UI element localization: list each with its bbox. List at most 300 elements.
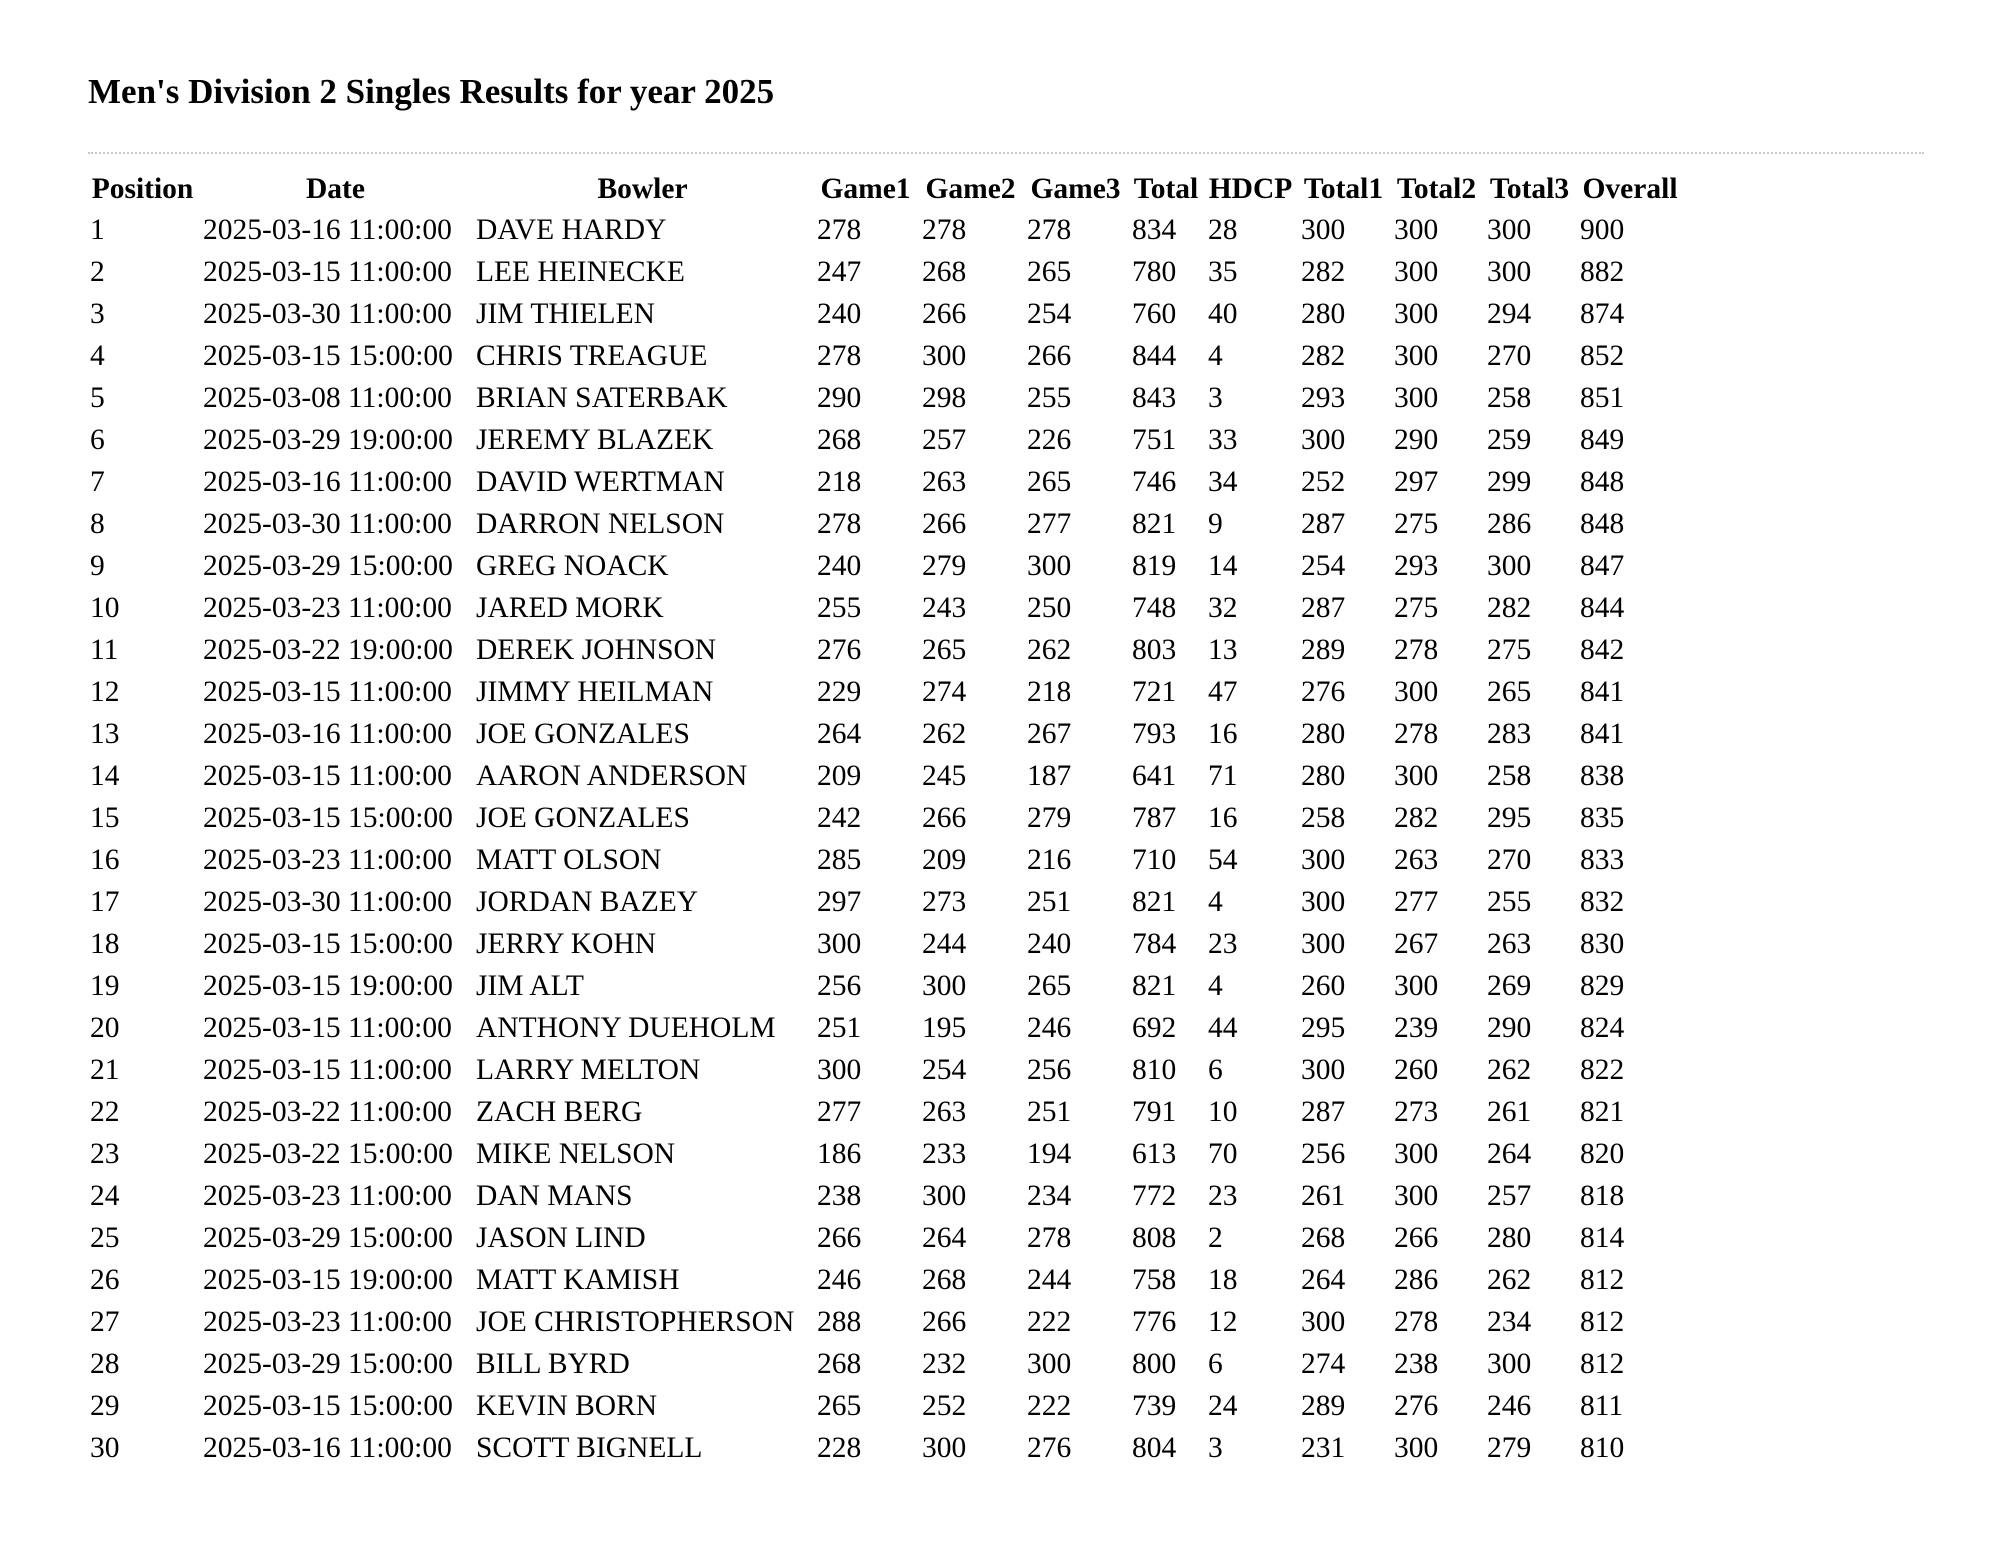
cell-bowler: JIM THIELEN [476, 297, 655, 330]
results-table-body [88, 209, 1682, 1469]
cell-game3: 278 [1027, 213, 1072, 246]
cell-total: 803 [1132, 633, 1177, 666]
column-header-bowler: Bowler [597, 173, 688, 205]
cell-total: 843 [1132, 381, 1177, 414]
cell-total1: 300 [1301, 1053, 1346, 1086]
cell-total1: 289 [1301, 633, 1346, 666]
cell-total2: 277 [1394, 885, 1439, 918]
cell-total: 613 [1132, 1137, 1177, 1170]
cell-date: 2025-03-16 11:00:00 [203, 213, 452, 246]
cell-game3: 226 [1027, 423, 1072, 456]
table-row [88, 1007, 1682, 1049]
cell-game2: 209 [922, 843, 967, 876]
table-row [88, 503, 1682, 545]
cell-total3: 262 [1487, 1053, 1532, 1086]
table-row [88, 839, 1682, 881]
cell-position: 10 [90, 591, 120, 624]
table-row [88, 629, 1682, 671]
column-header-total2: Total2 [1396, 173, 1477, 205]
cell-hdcp: 71 [1208, 759, 1238, 792]
cell-position: 26 [90, 1263, 120, 1296]
cell-total2: 238 [1394, 1347, 1439, 1380]
cell-total2: 278 [1394, 717, 1439, 750]
cell-total: 776 [1132, 1305, 1177, 1338]
cell-hdcp: 9 [1208, 507, 1223, 540]
title-divider [88, 152, 1924, 154]
cell-hdcp: 6 [1208, 1053, 1223, 1086]
cell-total2: 267 [1394, 927, 1439, 960]
cell-total3: 295 [1487, 801, 1532, 834]
cell-total2: 293 [1394, 549, 1439, 582]
cell-hdcp: 47 [1208, 675, 1238, 708]
cell-total2: 300 [1394, 339, 1439, 372]
table-row [88, 1133, 1682, 1175]
cell-hdcp: 4 [1208, 339, 1223, 372]
cell-position: 20 [90, 1011, 120, 1044]
cell-overall: 811 [1580, 1389, 1624, 1422]
cell-game1: 209 [817, 759, 862, 792]
cell-position: 16 [90, 843, 120, 876]
cell-overall: 841 [1580, 717, 1625, 750]
cell-date: 2025-03-15 11:00:00 [203, 675, 452, 708]
table-row [88, 209, 1682, 251]
table-row [88, 293, 1682, 335]
cell-bowler: MIKE NELSON [476, 1137, 676, 1170]
cell-game2: 244 [922, 927, 967, 960]
cell-total2: 300 [1394, 213, 1439, 246]
cell-game1: 288 [817, 1305, 862, 1338]
cell-total: 772 [1132, 1179, 1177, 1212]
cell-game3: 187 [1027, 759, 1072, 792]
cell-game2: 273 [922, 885, 967, 918]
cell-overall: 844 [1580, 591, 1625, 624]
cell-total2: 300 [1394, 1179, 1439, 1212]
cell-total1: 280 [1301, 717, 1346, 750]
cell-position: 13 [90, 717, 120, 750]
cell-bowler: AARON ANDERSON [476, 759, 748, 792]
cell-total2: 300 [1394, 381, 1439, 414]
cell-game2: 263 [922, 465, 967, 498]
cell-total3: 283 [1487, 717, 1532, 750]
cell-total1: 276 [1301, 675, 1346, 708]
cell-hdcp: 35 [1208, 255, 1238, 288]
cell-total: 793 [1132, 717, 1177, 750]
cell-date: 2025-03-23 11:00:00 [203, 843, 452, 876]
table-row [88, 755, 1682, 797]
cell-total3: 270 [1487, 339, 1532, 372]
cell-bowler: JASON LIND [476, 1221, 646, 1254]
cell-total3: 257 [1487, 1179, 1532, 1212]
cell-game3: 276 [1027, 1431, 1072, 1464]
cell-position: 27 [90, 1305, 120, 1338]
cell-bowler: KEVIN BORN [476, 1389, 658, 1422]
cell-game1: 255 [817, 591, 862, 624]
cell-game2: 232 [922, 1347, 967, 1380]
cell-position: 19 [90, 969, 120, 1002]
table-row [88, 797, 1682, 839]
cell-game1: 278 [817, 507, 862, 540]
cell-game1: 290 [817, 381, 862, 414]
cell-game3: 265 [1027, 255, 1072, 288]
cell-game2: 195 [922, 1011, 967, 1044]
cell-total1: 282 [1301, 339, 1346, 372]
cell-date: 2025-03-15 19:00:00 [203, 1263, 453, 1296]
cell-total: 710 [1132, 843, 1177, 876]
cell-position: 6 [90, 423, 105, 456]
cell-total3: 299 [1487, 465, 1532, 498]
cell-position: 3 [90, 297, 105, 330]
cell-total: 692 [1132, 1011, 1177, 1044]
cell-hdcp: 16 [1208, 717, 1238, 750]
cell-total1: 300 [1301, 885, 1346, 918]
cell-bowler: MATT OLSON [476, 843, 662, 876]
table-row [88, 1091, 1682, 1133]
cell-game2: 252 [922, 1389, 967, 1422]
cell-hdcp: 70 [1208, 1137, 1238, 1170]
cell-total2: 278 [1394, 1305, 1439, 1338]
cell-bowler: JIMMY HEILMAN [476, 675, 714, 708]
cell-position: 5 [90, 381, 105, 414]
cell-total2: 300 [1394, 969, 1439, 1002]
cell-hdcp: 24 [1208, 1389, 1238, 1422]
cell-date: 2025-03-23 11:00:00 [203, 1305, 452, 1338]
cell-total1: 260 [1301, 969, 1346, 1002]
page-title: Men's Division 2 Singles Results for year 2025 [88, 72, 775, 111]
cell-overall: 824 [1580, 1011, 1625, 1044]
cell-game3: 300 [1027, 549, 1072, 582]
column-header-overall: Overall [1582, 173, 1678, 205]
table-row [88, 335, 1682, 377]
cell-game2: 300 [922, 339, 967, 372]
cell-total2: 300 [1394, 759, 1439, 792]
cell-total3: 262 [1487, 1263, 1532, 1296]
cell-game3: 240 [1027, 927, 1072, 960]
cell-game2: 243 [922, 591, 967, 624]
column-header-total1: Total1 [1303, 173, 1384, 205]
cell-total3: 294 [1487, 297, 1532, 330]
cell-bowler: JOE CHRISTOPHERSON [476, 1305, 795, 1338]
cell-game1: 240 [817, 297, 862, 330]
cell-bowler: DEREK JOHNSON [476, 633, 717, 666]
cell-total3: 259 [1487, 423, 1532, 456]
cell-hdcp: 23 [1208, 1179, 1238, 1212]
cell-game1: 229 [817, 675, 862, 708]
cell-total2: 300 [1394, 675, 1439, 708]
cell-game3: 218 [1027, 675, 1072, 708]
column-header-game3: Game3 [1030, 173, 1121, 205]
cell-game1: 266 [817, 1221, 862, 1254]
cell-total: 748 [1132, 591, 1177, 624]
cell-position: 24 [90, 1179, 120, 1212]
cell-total: 721 [1132, 675, 1177, 708]
cell-total2: 239 [1394, 1011, 1439, 1044]
cell-overall: 849 [1580, 423, 1625, 456]
cell-overall: 832 [1580, 885, 1625, 918]
cell-date: 2025-03-23 11:00:00 [203, 591, 452, 624]
cell-hdcp: 44 [1208, 1011, 1238, 1044]
cell-game2: 266 [922, 1305, 967, 1338]
cell-bowler: JARED MORK [476, 591, 664, 624]
cell-total: 844 [1132, 339, 1177, 372]
cell-game2: 279 [922, 549, 967, 582]
cell-total: 641 [1132, 759, 1177, 792]
cell-game3: 244 [1027, 1263, 1072, 1296]
cell-total1: 268 [1301, 1221, 1346, 1254]
cell-game2: 300 [922, 1431, 967, 1464]
cell-bowler: JORDAN BAZEY [476, 885, 699, 918]
cell-game3: 251 [1027, 885, 1072, 918]
cell-game3: 300 [1027, 1347, 1072, 1380]
cell-total2: 260 [1394, 1053, 1439, 1086]
cell-game2: 266 [922, 801, 967, 834]
cell-total3: 261 [1487, 1095, 1532, 1128]
cell-game2: 233 [922, 1137, 967, 1170]
cell-game1: 285 [817, 843, 862, 876]
cell-overall: 830 [1580, 927, 1625, 960]
cell-total: 834 [1132, 213, 1177, 246]
cell-total2: 297 [1394, 465, 1439, 498]
cell-bowler: GREG NOACK [476, 549, 669, 582]
cell-hdcp: 32 [1208, 591, 1238, 624]
cell-position: 15 [90, 801, 120, 834]
cell-game3: 279 [1027, 801, 1072, 834]
cell-overall: 842 [1580, 633, 1625, 666]
cell-total2: 300 [1394, 297, 1439, 330]
cell-game1: 247 [817, 255, 862, 288]
cell-total2: 276 [1394, 1389, 1439, 1422]
cell-hdcp: 28 [1208, 213, 1238, 246]
table-row [88, 713, 1682, 755]
cell-date: 2025-03-29 15:00:00 [203, 1221, 453, 1254]
table-row [88, 1343, 1682, 1385]
cell-date: 2025-03-15 15:00:00 [203, 801, 453, 834]
cell-game3: 194 [1027, 1137, 1072, 1170]
cell-game1: 277 [817, 1095, 862, 1128]
cell-hdcp: 14 [1208, 549, 1238, 582]
results-table [84, 170, 1686, 1469]
cell-position: 23 [90, 1137, 120, 1170]
cell-total1: 293 [1301, 381, 1346, 414]
cell-overall: 810 [1580, 1431, 1625, 1464]
cell-total3: 269 [1487, 969, 1532, 1002]
cell-total: 758 [1132, 1263, 1177, 1296]
cell-position: 14 [90, 759, 120, 792]
cell-bowler: DAVE HARDY [476, 213, 667, 246]
table-row [88, 545, 1682, 587]
cell-game1: 186 [817, 1137, 862, 1170]
cell-hdcp: 3 [1208, 381, 1223, 414]
cell-total: 821 [1132, 885, 1177, 918]
cell-game2: 265 [922, 633, 967, 666]
cell-total: 746 [1132, 465, 1177, 498]
cell-position: 21 [90, 1053, 120, 1086]
cell-game2: 264 [922, 1221, 967, 1254]
cell-game3: 222 [1027, 1389, 1072, 1422]
table-row [88, 1049, 1682, 1091]
column-header-total3: Total3 [1489, 173, 1570, 205]
cell-total1: 287 [1301, 1095, 1346, 1128]
cell-hdcp: 54 [1208, 843, 1238, 876]
cell-total: 808 [1132, 1221, 1177, 1254]
cell-total3: 300 [1487, 213, 1532, 246]
cell-total1: 295 [1301, 1011, 1346, 1044]
cell-hdcp: 6 [1208, 1347, 1223, 1380]
cell-position: 22 [90, 1095, 120, 1128]
cell-hdcp: 2 [1208, 1221, 1223, 1254]
cell-game2: 278 [922, 213, 967, 246]
table-row [88, 1427, 1682, 1469]
cell-total1: 254 [1301, 549, 1346, 582]
cell-overall: 841 [1580, 675, 1625, 708]
cell-date: 2025-03-29 15:00:00 [203, 1347, 453, 1380]
table-row [88, 1217, 1682, 1259]
cell-position: 30 [90, 1431, 120, 1464]
column-header-game1: Game1 [820, 173, 911, 205]
cell-position: 11 [90, 633, 119, 666]
cell-bowler: LEE HEINECKE [476, 255, 685, 288]
cell-game1: 256 [817, 969, 862, 1002]
cell-date: 2025-03-29 15:00:00 [203, 549, 453, 582]
cell-position: 29 [90, 1389, 120, 1422]
cell-total1: 264 [1301, 1263, 1346, 1296]
cell-game2: 300 [922, 969, 967, 1002]
cell-total2: 273 [1394, 1095, 1439, 1128]
cell-total1: 256 [1301, 1137, 1346, 1170]
cell-total1: 300 [1301, 213, 1346, 246]
cell-position: 1 [90, 213, 105, 246]
cell-game3: 265 [1027, 465, 1072, 498]
cell-total: 739 [1132, 1389, 1177, 1422]
cell-total1: 258 [1301, 801, 1346, 834]
cell-date: 2025-03-15 11:00:00 [203, 1053, 452, 1086]
cell-hdcp: 10 [1208, 1095, 1238, 1128]
cell-total3: 263 [1487, 927, 1532, 960]
cell-game2: 266 [922, 507, 967, 540]
cell-bowler: DAN MANS [476, 1179, 633, 1212]
cell-game3: 251 [1027, 1095, 1072, 1128]
cell-game2: 254 [922, 1053, 967, 1086]
cell-total1: 280 [1301, 297, 1346, 330]
cell-hdcp: 13 [1208, 633, 1238, 666]
cell-game1: 238 [817, 1179, 862, 1212]
cell-overall: 820 [1580, 1137, 1625, 1170]
cell-overall: 812 [1580, 1305, 1625, 1338]
cell-date: 2025-03-15 11:00:00 [203, 1011, 452, 1044]
cell-overall: 822 [1580, 1053, 1625, 1086]
cell-total3: 264 [1487, 1137, 1532, 1170]
cell-total3: 258 [1487, 759, 1532, 792]
cell-total: 751 [1132, 423, 1177, 456]
cell-game2: 268 [922, 255, 967, 288]
cell-position: 4 [90, 339, 105, 372]
cell-total3: 280 [1487, 1221, 1532, 1254]
cell-total3: 290 [1487, 1011, 1532, 1044]
cell-overall: 818 [1580, 1179, 1625, 1212]
cell-position: 7 [90, 465, 105, 498]
cell-total3: 265 [1487, 675, 1532, 708]
cell-date: 2025-03-16 11:00:00 [203, 465, 452, 498]
table-row [88, 881, 1682, 923]
cell-total3: 234 [1487, 1305, 1532, 1338]
cell-total1: 300 [1301, 927, 1346, 960]
cell-game1: 264 [817, 717, 862, 750]
cell-total: 760 [1132, 297, 1177, 330]
cell-game1: 218 [817, 465, 862, 498]
cell-date: 2025-03-23 11:00:00 [203, 1179, 452, 1212]
cell-date: 2025-03-22 15:00:00 [203, 1137, 453, 1170]
cell-total: 821 [1132, 969, 1177, 1002]
cell-total: 804 [1132, 1431, 1177, 1464]
cell-bowler: JERRY KOHN [476, 927, 657, 960]
cell-position: 25 [90, 1221, 120, 1254]
cell-total1: 289 [1301, 1389, 1346, 1422]
table-row [88, 461, 1682, 503]
cell-total: 819 [1132, 549, 1177, 582]
cell-game3: 256 [1027, 1053, 1072, 1086]
cell-total1: 282 [1301, 255, 1346, 288]
column-header-date: Date [306, 173, 365, 205]
cell-total1: 280 [1301, 759, 1346, 792]
cell-total3: 270 [1487, 843, 1532, 876]
cell-date: 2025-03-15 11:00:00 [203, 255, 452, 288]
table-row [88, 251, 1682, 293]
cell-total: 810 [1132, 1053, 1177, 1086]
cell-game1: 228 [817, 1431, 862, 1464]
cell-game3: 267 [1027, 717, 1072, 750]
table-row [88, 377, 1682, 419]
cell-total: 787 [1132, 801, 1177, 834]
cell-bowler: CHRIS TREAGUE [476, 339, 708, 372]
cell-total2: 275 [1394, 507, 1439, 540]
cell-game2: 257 [922, 423, 967, 456]
cell-date: 2025-03-15 15:00:00 [203, 339, 453, 372]
cell-total1: 300 [1301, 843, 1346, 876]
cell-overall: 882 [1580, 255, 1625, 288]
cell-position: 9 [90, 549, 105, 582]
cell-total3: 275 [1487, 633, 1532, 666]
cell-date: 2025-03-30 11:00:00 [203, 885, 452, 918]
cell-total1: 231 [1301, 1431, 1346, 1464]
cell-game3: 234 [1027, 1179, 1072, 1212]
cell-hdcp: 16 [1208, 801, 1238, 834]
cell-bowler: ZACH BERG [476, 1095, 643, 1128]
cell-overall: 852 [1580, 339, 1625, 372]
cell-overall: 848 [1580, 507, 1625, 540]
cell-bowler: DARRON NELSON [476, 507, 725, 540]
cell-hdcp: 33 [1208, 423, 1238, 456]
cell-bowler: JIM ALT [476, 969, 584, 1002]
cell-game1: 300 [817, 927, 862, 960]
cell-total1: 261 [1301, 1179, 1346, 1212]
table-row [88, 671, 1682, 713]
cell-date: 2025-03-15 19:00:00 [203, 969, 453, 1002]
cell-game1: 246 [817, 1263, 862, 1296]
cell-overall: 847 [1580, 549, 1625, 582]
cell-game1: 268 [817, 423, 862, 456]
cell-position: 8 [90, 507, 105, 540]
cell-total2: 300 [1394, 1431, 1439, 1464]
cell-date: 2025-03-22 11:00:00 [203, 1095, 452, 1128]
cell-bowler: JOE GONZALES [476, 801, 690, 834]
cell-hdcp: 18 [1208, 1263, 1238, 1296]
cell-total2: 275 [1394, 591, 1439, 624]
cell-total3: 258 [1487, 381, 1532, 414]
column-header-total: Total [1133, 173, 1199, 205]
cell-overall: 835 [1580, 801, 1625, 834]
cell-total3: 286 [1487, 507, 1532, 540]
cell-hdcp: 12 [1208, 1305, 1238, 1338]
cell-total: 791 [1132, 1095, 1177, 1128]
